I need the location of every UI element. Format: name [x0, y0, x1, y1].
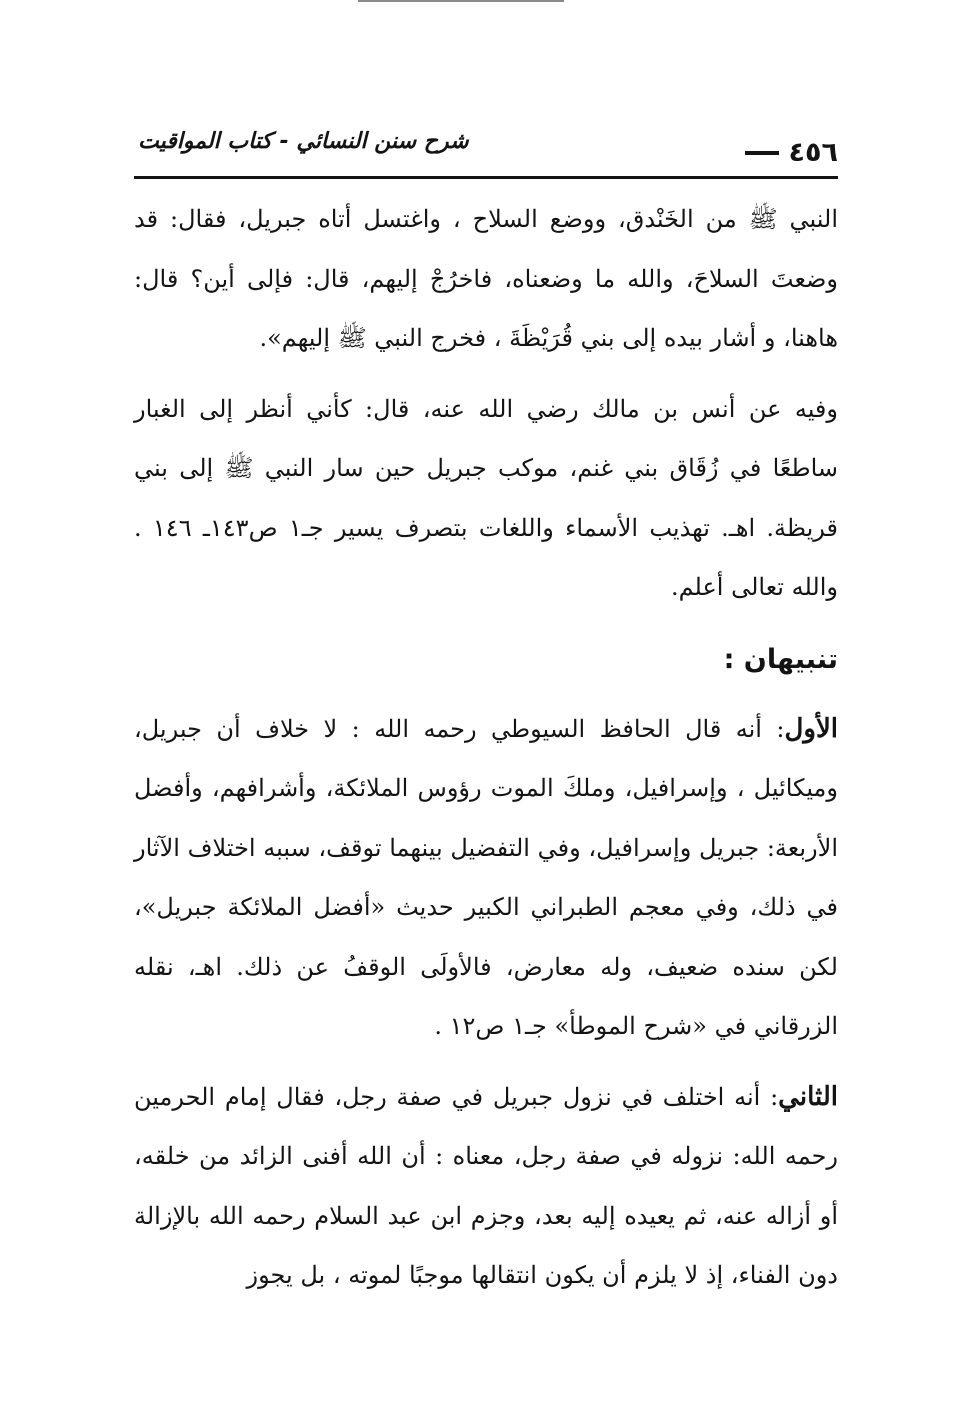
note-second-lead: الثاني	[778, 1081, 838, 1112]
section-heading: تنبيهان :	[723, 643, 838, 675]
note-first-text: : أنه قال الحافظ السيوطي رحمه الله : لا خلاف أن جبريل، وميكائيل ، وإسرافيل، وملكَ الموت رؤوس الملائكة، وأشرافهم، وأفضل الأربعة: جبريل وإسرافيل، وفي التفضيل بينهما توقف، سببه اختلاف الآثار في ذلك، وفي معجم الطبراني الكبير حديث «أفضل الملائكة جبريل»، لكن سنده ضعيف، وله معارض، فالأولَى الوقفُ عن ذلك. اهـ، نقله الزرقاني في «شرح الموطأ» جـ١ ص١٢ .	[134, 714, 838, 1040]
page-body	[134, 190, 838, 1306]
note-second	[134, 1068, 838, 1306]
note-first-lead: الأول	[784, 713, 838, 744]
top-edge-mark	[358, 0, 564, 2]
page-number: ٤٥٦	[788, 137, 838, 168]
page-header	[134, 127, 838, 179]
paragraph-2: وفيه عن أنس بن مالك رضي الله عنه، قال: كأني أنظر إلى الغبار ساطعًا في زُقَاق بني غنم، موكب جبريل حين سار النبي ﷺ إلى بني قريظة. اهـ. تهذيب الأسماء واللغات بتصرف يسير جـ١ ص١٤٣ـ ١٤٦ . والله تعالى أعلم.	[134, 394, 838, 601]
header-rule	[134, 176, 838, 179]
note-first	[134, 700, 838, 1057]
running-title: شرح سنن النسائي - كتاب المواقيت	[138, 129, 469, 154]
paragraph-1: النبي ﷺ من الخَنْدق، ووضع السلاح ، واغتسل أتاه جبريل، فقال: قد وضعتَ السلاحَ، والله ما وضعناه، فاخرُجْ إليهم، قال: فإلى أين؟ قال: هاهنا، و أشار بيده إلى بني قُرَيْظَةَ ، فخرج النبي ﷺ إليهم».	[134, 205, 838, 352]
page-number-dash	[745, 151, 779, 155]
page-number-block	[745, 137, 838, 168]
note-second-text: : أنه اختلف في نزول جبريل في صفة رجل، فقال إمام الحرمين رحمه الله: نزوله في صفة رجل، معناه : أن الله أفنى الزائد من خلقه، أو أزاله عنه، ثم يعيده إليه بعد، وجزم ابن عبد السلام رحمه الله بالإزالة دون الفناء، إذ لا يلزم أن يكون انتقالها موجبًا لموته ، بل يجوز	[134, 1082, 838, 1289]
